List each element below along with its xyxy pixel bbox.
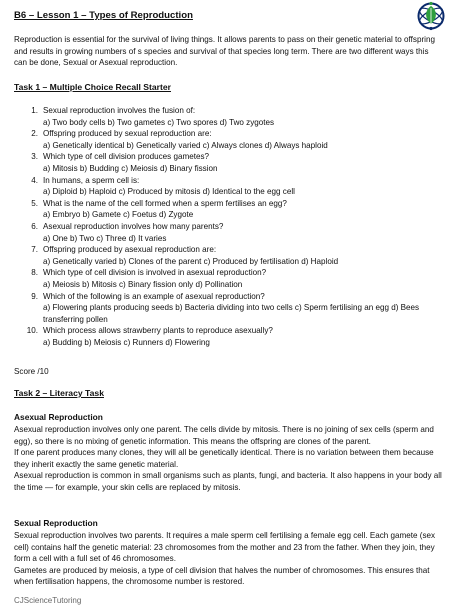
score-line: Score /10: [14, 367, 49, 376]
question-item: [14, 151, 442, 174]
question-number: 6.: [31, 221, 38, 231]
question-options: a) Meiosis b) Mitosis c) Binary fission only d) Pollination: [43, 279, 243, 289]
asexual-heading: Asexual Reproduction: [14, 412, 103, 422]
question-text: Which type of cell division is involved in asexual reproduction?: [43, 268, 267, 278]
asexual-text: [14, 424, 442, 494]
question-item: [14, 267, 442, 290]
question-item: [14, 105, 442, 128]
question-number: 8.: [31, 268, 38, 278]
sexual-text: [14, 530, 442, 588]
task2-heading: Task 2 – Literacy Task: [14, 388, 104, 398]
question-options: a) Genetically identical b) Genetically varied c) Always clones d) Always haploid: [43, 140, 328, 150]
question-text: Which process allows strawberry plants to reproduce asexually?: [43, 326, 273, 336]
question-options: a) Flowering plants producing seeds b) Bacteria dividing into two cells c) Sperm fertilising an egg d) Bees transferring pollen: [43, 303, 420, 324]
asexual-paragraph: If one parent produces many clones, they will all be genetically identical. There is no variation between them because they inherit exactly the same genetic material.: [14, 448, 434, 469]
page-title: B6 – Lesson 1 – Types of Reproduction: [14, 10, 193, 21]
question-number: 10.: [26, 326, 38, 336]
question-text: Asexual reproduction involves how many parents?: [43, 221, 224, 231]
asexual-paragraph: Asexual reproduction is common in small organisms such as plants, fungi, and bacteria. It also happens in your body all the time — for example, your skin cells are replaced by mitosis.: [14, 471, 442, 492]
question-text: Sexual reproduction involves the fusion of:: [43, 106, 196, 115]
question-item: [14, 325, 442, 348]
atom-leaf-logo-icon: [416, 0, 446, 32]
question-options: a) One b) Two c) Three d) It varies: [43, 233, 167, 243]
intro-paragraph: Reproduction is essential for the survival of living things. It allows parents to pass on their genetic material to offspring and results in growing numbers of s species and survival of that species long term. There are two different ways this can be done, Sexual or Asexual reproduction.: [14, 35, 435, 68]
question-text: Which type of cell division produces gametes?: [43, 152, 210, 162]
question-text: In humans, a sperm cell is:: [43, 175, 140, 185]
question-item: [14, 221, 442, 244]
footer-brand: CJScienceTutoring: [14, 596, 82, 605]
question-options: a) Diploid b) Haploid c) Produced by mitosis d) Identical to the egg cell: [43, 187, 295, 197]
sexual-heading: Sexual Reproduction: [14, 518, 98, 528]
asexual-paragraph: Asexual reproduction involves only one parent. The cells divide by mitosis. There is no joining of sex cells (sperm and egg), so there is no mixing of genetic information. This means the offspring are clones of the parent.: [14, 425, 434, 446]
question-text: What is the name of the cell formed when a sperm fertilises an egg?: [43, 198, 287, 208]
question-item: [14, 198, 442, 221]
question-number: 7.: [31, 245, 38, 255]
question-text: Offspring produced by sexual reproduction are:: [43, 129, 212, 139]
question-number: 4.: [31, 175, 38, 185]
question-list: [14, 105, 442, 348]
question-options: a) Embryo b) Gamete c) Foetus d) Zygote: [43, 210, 194, 220]
question-item: [14, 128, 442, 151]
sexual-paragraph: Sexual reproduction involves two parents. It requires a male sperm cell fertilising a female egg cell. Each gamete (sex cell) contains half the genetic material: 23 chromosomes from the mother and 23 from the father. When they join, they form a cell with a full set of 46 chromosomes.: [14, 531, 436, 564]
question-text: Offspring produced by asexual reproduction are:: [43, 245, 217, 255]
question-options: a) Budding b) Meiosis c) Runners d) Flowering: [43, 337, 210, 347]
question-number: 1.: [31, 106, 38, 115]
task1-heading: Task 1 – Multiple Choice Recall Starter: [14, 82, 171, 92]
question-number: 5.: [31, 198, 38, 208]
question-number: 2.: [31, 129, 38, 139]
question-number: 9.: [31, 291, 38, 301]
question-item: [14, 244, 442, 267]
question-options: a) Two body cells b) Two gametes c) Two spores d) Two zygotes: [43, 117, 275, 127]
question-options: a) Mitosis b) Budding c) Meiosis d) Binary fission: [43, 163, 218, 173]
question-text: Which of the following is an example of asexual reproduction?: [43, 291, 265, 301]
question-item: [14, 175, 442, 198]
question-options: a) Genetically varied b) Clones of the parent c) Produced by fertilisation d) Haploid: [43, 256, 339, 266]
question-number: 3.: [31, 152, 38, 162]
question-item: [14, 291, 442, 326]
sexual-paragraph: Gametes are produced by meiosis, a type of cell division that halves the number of chromosomes. This ensures that when fertilisation happens, the chromosome number is restored.: [14, 565, 430, 587]
